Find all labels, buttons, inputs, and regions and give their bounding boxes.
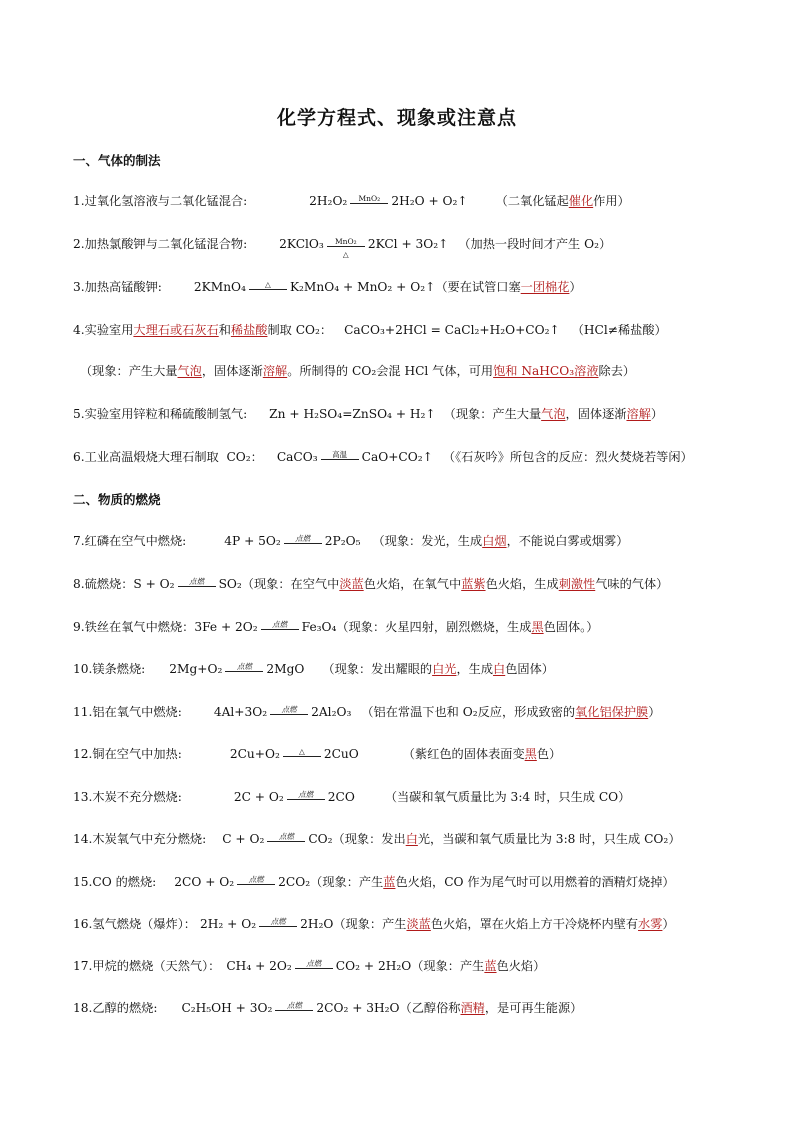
highlight-keyword: 溶解 bbox=[626, 407, 651, 421]
equation-line-13 bbox=[73, 789, 630, 805]
reactants: 4Al+3O₂ bbox=[213, 705, 268, 719]
page-title: 化学方程式、现象或注意点 bbox=[276, 107, 517, 129]
condition-arrow bbox=[350, 195, 388, 209]
products: 2P₂O₅ bbox=[324, 534, 361, 548]
line-label: 8.硫燃烧：S + O₂ bbox=[73, 577, 175, 591]
section-heading-gas-preparation: 一、气体的制法 bbox=[73, 153, 161, 168]
ignite-label: 点燃 bbox=[306, 958, 322, 968]
line-label: 15.CO 的燃烧: bbox=[73, 875, 157, 889]
condition-arrow bbox=[237, 876, 275, 890]
condition-arrow bbox=[178, 578, 216, 592]
phenomenon-line-4 bbox=[80, 363, 635, 379]
highlight-keyword: 淡蓝 bbox=[406, 917, 431, 931]
heat-symbol: △ bbox=[265, 279, 271, 289]
highlight-keyword: 黑 bbox=[531, 620, 544, 634]
highlight-keyword: 蓝紫 bbox=[461, 577, 486, 591]
note-text: 气味的气体） bbox=[595, 577, 669, 591]
line-label: 16.氢气燃烧（爆炸）： bbox=[73, 917, 196, 931]
equation-line-9 bbox=[73, 619, 598, 635]
reactants: CaCO₃ bbox=[276, 450, 318, 464]
line-label: 5.实验室用锌粒和稀硫酸制氢气: bbox=[73, 407, 248, 421]
ignite-label: 点燃 bbox=[278, 831, 294, 841]
condition-arrow bbox=[261, 621, 299, 635]
equation-line-17 bbox=[73, 958, 545, 974]
section-heading-combustion: 二、物质的燃烧 bbox=[73, 492, 161, 507]
note-text: 色火焰，罩在火焰上方干冷烧杯内壁有 bbox=[430, 917, 639, 931]
note-text: （现象：发出耀眼的 bbox=[322, 662, 433, 676]
highlight-keyword: 酒精 bbox=[460, 1001, 485, 1015]
note-text: （现象：产生大量 bbox=[443, 407, 542, 421]
highlight-keyword: 氧化铝保护膜 bbox=[575, 705, 649, 719]
note-text: ） bbox=[648, 705, 661, 719]
high-temp-label: 高温 bbox=[332, 449, 348, 459]
line-label: 4.实验室用 bbox=[73, 323, 134, 337]
line-label: 3.加热高锰酸钾: bbox=[73, 280, 162, 294]
products-and-note: SO₂（现象：在空气中 bbox=[218, 577, 340, 591]
products: 2H₂O + O₂↑ bbox=[391, 194, 468, 208]
heat-symbol: △ bbox=[342, 249, 349, 259]
equation-line-14 bbox=[73, 831, 681, 847]
highlight-keyword: 蓝 bbox=[484, 959, 497, 973]
note-text: （铝在常温下也和 O₂反应，形成致密的 bbox=[361, 705, 576, 719]
highlight-keyword: 溶解 bbox=[262, 364, 288, 378]
products: 2CO bbox=[327, 790, 355, 804]
note-text: 色固体） bbox=[505, 662, 554, 676]
equation-line-16 bbox=[73, 916, 675, 932]
note-text: 色火焰） bbox=[496, 959, 546, 973]
highlight-keyword: 大理石或石灰石 bbox=[133, 323, 219, 337]
ignite-label: 点燃 bbox=[270, 916, 286, 926]
note-text: 作用） bbox=[593, 194, 630, 208]
note-text: （HCl≠稀盐酸） bbox=[571, 323, 667, 337]
equation-line-4 bbox=[73, 322, 667, 338]
equation-line-18 bbox=[73, 1000, 582, 1016]
ignite-label: 点燃 bbox=[272, 619, 288, 629]
reactants: CH₄ + 2O₂ bbox=[226, 959, 292, 973]
equation: CaCO₃+2HCl = CaCl₂+H₂O+CO₂↑ bbox=[344, 323, 560, 337]
note-text: （二氧化锰起 bbox=[495, 194, 569, 208]
note-text: （当碳和氧气质量比为 3:4 时，只生成 CO） bbox=[384, 790, 631, 804]
highlight-keyword: 一团棉花 bbox=[520, 280, 570, 294]
reactants: 2Cu+O₂ bbox=[229, 747, 280, 761]
line-label: 12.铜在空气中加热: bbox=[73, 747, 182, 761]
line-label: 和 bbox=[218, 323, 231, 337]
note-text: 。所制得的 CO₂会混 HCl 气体，可用 bbox=[287, 364, 494, 378]
equation-line-6 bbox=[73, 449, 693, 465]
highlight-keyword: 水雾 bbox=[638, 917, 663, 931]
highlight-keyword: 白 bbox=[405, 832, 418, 846]
products-and-note: Fe₃O₄（现象：火星四射，剧烈燃烧，生成 bbox=[301, 620, 532, 634]
note-text: ，固体逐渐 bbox=[201, 364, 263, 378]
line-label: 18.乙醇的燃烧: bbox=[73, 1001, 158, 1015]
products: 2Al₂O₃ bbox=[311, 705, 352, 719]
ignite-label: 点燃 bbox=[248, 874, 264, 884]
condition-arrow bbox=[270, 706, 308, 720]
ignite-label: 点燃 bbox=[298, 789, 314, 799]
products: 2CuO bbox=[323, 747, 359, 761]
products-and-note: 2CO₂（现象：产生 bbox=[278, 875, 384, 889]
line-label: 2.加热氯酸钾与二氧化锰混合物: bbox=[73, 237, 248, 251]
line-label: 制取 CO₂： bbox=[267, 323, 333, 337]
condition-arrow bbox=[249, 281, 287, 295]
note-text: ，生成 bbox=[456, 662, 494, 676]
condition-arrow bbox=[275, 1002, 313, 1016]
condition-arrow bbox=[267, 833, 305, 847]
equation-line-7 bbox=[73, 533, 628, 549]
note-text: （《石灰吟》所包含的反应：烈火焚烧若等闲） bbox=[442, 450, 693, 464]
line-label: 14.木炭氧气中充分燃烧: bbox=[73, 832, 207, 846]
reactants: 2Mg+O₂ bbox=[169, 662, 223, 676]
condition-arrow bbox=[327, 236, 365, 259]
line-label: 6.工业高温煅烧大理石制取 CO₂： bbox=[73, 450, 263, 464]
condition-arrow bbox=[284, 535, 322, 549]
note-text: ） bbox=[650, 407, 664, 421]
highlight-keyword: 气泡 bbox=[177, 364, 202, 378]
condition-arrow bbox=[287, 791, 325, 805]
highlight-keyword: 白光 bbox=[432, 662, 457, 676]
highlight-keyword: 白 bbox=[493, 662, 506, 676]
reactants: 4P + 5O₂ bbox=[224, 534, 281, 548]
ignite-label: 点燃 bbox=[236, 661, 252, 671]
equation-line-11 bbox=[73, 704, 660, 720]
products: 2MgO bbox=[266, 662, 305, 676]
condition-arrow bbox=[225, 663, 263, 677]
highlight-keyword: 催化 bbox=[568, 194, 594, 208]
highlight-keyword: 白烟 bbox=[482, 534, 507, 548]
note-text: 色） bbox=[536, 747, 562, 761]
reactants: 2CO + O₂ bbox=[174, 875, 235, 889]
highlight-keyword: 气泡 bbox=[541, 407, 566, 421]
reactants: C₂H₅OH + 3O₂ bbox=[181, 1001, 273, 1015]
highlight-keyword: 刺激性 bbox=[558, 577, 596, 591]
reactants: 2KClO₃ bbox=[279, 237, 324, 251]
equation-line-8 bbox=[73, 576, 668, 592]
highlight-keyword: 黑 bbox=[524, 747, 537, 761]
equation-line-5 bbox=[73, 406, 663, 422]
reactants: 2H₂O₂ bbox=[309, 194, 348, 208]
condition-arrow bbox=[295, 960, 333, 974]
note-text: ，固体逐渐 bbox=[565, 407, 627, 421]
catalyst-label: MnO₂ bbox=[334, 236, 357, 246]
note-text: ） bbox=[662, 917, 675, 931]
products-and-note: CO₂ + 2H₂O（现象：产生 bbox=[335, 959, 485, 973]
equation-line-12 bbox=[73, 746, 561, 762]
ignite-label: 点燃 bbox=[281, 704, 297, 714]
equation: Zn + H₂SO₄=ZnSO₄ + H₂↑ bbox=[269, 407, 436, 421]
condition-arrow bbox=[283, 748, 321, 762]
highlight-keyword: 淡蓝 bbox=[339, 577, 364, 591]
note-text: 色火焰，CO 作为尾气时可以用燃着的酒精灯烧掉） bbox=[395, 875, 675, 889]
catalyst-label: MnO₂ bbox=[358, 193, 381, 203]
products-and-note: CO₂（现象：发出 bbox=[308, 832, 406, 846]
reactants: 2C + O₂ bbox=[233, 790, 284, 804]
note-text: （现象：发光，生成 bbox=[372, 534, 483, 548]
line-label: 1.过氧化氢溶液与二氧化锰混合: bbox=[73, 194, 248, 208]
reactants: 2H₂ + O₂ bbox=[199, 917, 257, 931]
line-label: 9.铁丝在氧气中燃烧：3Fe + 2O₂ bbox=[73, 620, 258, 634]
reactants: C + O₂ bbox=[222, 832, 265, 846]
note-text: （现象：产生大量 bbox=[80, 364, 178, 378]
heat-symbol: △ bbox=[298, 746, 305, 756]
ignite-label: 点燃 bbox=[189, 576, 205, 586]
highlight-keyword: 稀盐酸 bbox=[230, 323, 268, 337]
highlight-keyword: 饱和 NaHCO₃溶液 bbox=[493, 364, 599, 378]
products-and-note: 2CO₂ + 3H₂O（乙醇俗称 bbox=[316, 1001, 461, 1015]
note-text: 色火焰，在氧气中 bbox=[363, 577, 462, 591]
equation-line-1 bbox=[73, 193, 630, 209]
note-text: ，是可再生能源） bbox=[484, 1001, 583, 1015]
products-and-note: 2H₂O（现象：产生 bbox=[300, 917, 407, 931]
products: CaO+CO₂↑ bbox=[361, 450, 433, 464]
note-text: 光，当碳和氧气质量比为 3:8 时，只生成 CO₂） bbox=[417, 832, 681, 846]
line-label: 10.镁条燃烧: bbox=[73, 662, 146, 676]
note-text: 色固体。） bbox=[543, 620, 599, 634]
note-text: （加热一段时间才产生 O₂） bbox=[458, 237, 612, 251]
products: 2KCl + 3O₂↑ bbox=[367, 237, 449, 251]
products-and-note: K₂MnO₄ + MnO₂ + O₂↑（要在试管口塞 bbox=[289, 280, 521, 294]
condition-arrow bbox=[259, 918, 297, 932]
note-text: ，不能说白雾或烟雾） bbox=[506, 534, 629, 548]
equation-line-3 bbox=[73, 279, 582, 295]
ignite-label: 点燃 bbox=[286, 1000, 302, 1010]
highlight-keyword: 蓝 bbox=[383, 875, 396, 889]
note-text: 色火焰，生成 bbox=[485, 577, 559, 591]
note-text: ） bbox=[569, 280, 582, 294]
note-text: （紫红色的固体表面变 bbox=[402, 747, 525, 761]
line-label: 17.甲烷的燃烧（天然气）： bbox=[73, 959, 221, 973]
line-label: 11.铝在氧气中燃烧: bbox=[73, 705, 182, 719]
line-label: 13.木炭不充分燃烧: bbox=[73, 790, 182, 804]
equation-line-15 bbox=[73, 874, 675, 890]
note-text: 除去） bbox=[598, 364, 636, 378]
line-label: 7.红磷在空气中燃烧: bbox=[73, 534, 187, 548]
condition-arrow bbox=[321, 451, 359, 465]
equation-line-10 bbox=[73, 661, 554, 677]
reactants: 2KMnO₄ bbox=[193, 280, 246, 294]
equation-line-2 bbox=[73, 236, 612, 259]
ignite-label: 点燃 bbox=[295, 533, 311, 543]
